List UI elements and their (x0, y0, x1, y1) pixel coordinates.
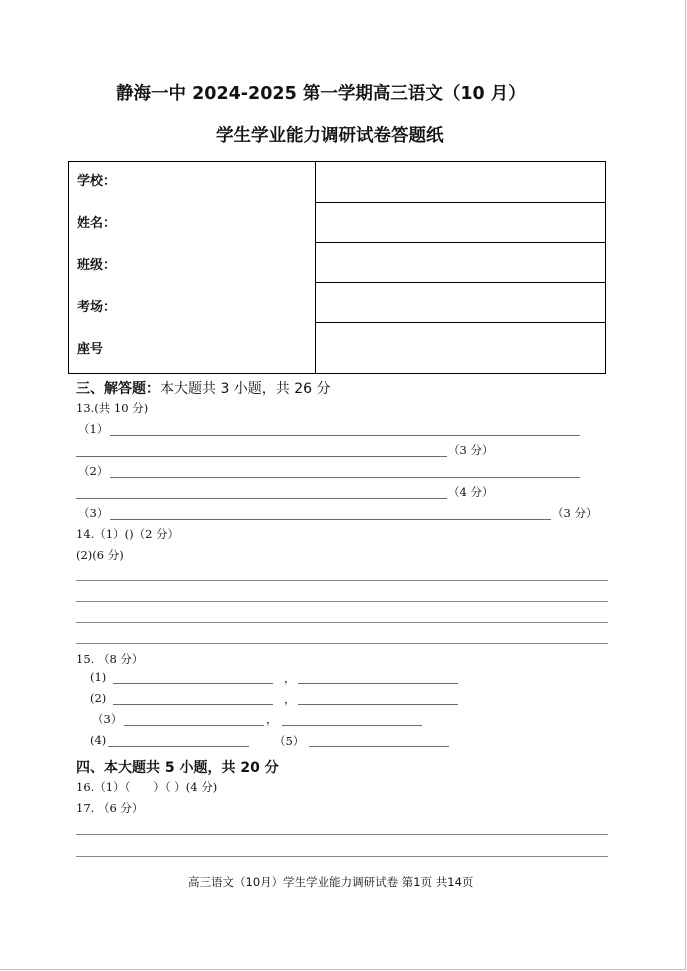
q13-part3-score: （3 分） (552, 506, 598, 520)
section-4-prefix: 四、 (76, 760, 104, 776)
q15-part2-label: (2) (90, 691, 107, 705)
section-3-prefix: 三、解答题： (76, 381, 160, 397)
q15-part5-label: （5） (274, 734, 305, 748)
q15-part2-blank-a[interactable] (113, 704, 273, 705)
seat-number-label: 座号 (77, 342, 104, 357)
q13-part2-score: （4 分） (448, 485, 494, 499)
q13-part3-label: （3） (78, 506, 109, 520)
q13-part1-score: （3 分） (448, 443, 494, 457)
section-3-heading (76, 378, 331, 398)
q15-part3-blank-a[interactable] (124, 725, 264, 726)
q15-part5-blank[interactable] (309, 746, 449, 747)
q15-part3-comma: ， (266, 712, 278, 726)
q13-label: 13.(共 10 分) (76, 401, 149, 415)
q16-label: 16.（1）（ ）（ ）(4 分) (76, 780, 218, 794)
q17-answer-line[interactable] (76, 856, 608, 857)
q14-answer-line[interactable] (76, 643, 608, 644)
exam-room-field[interactable] (316, 283, 605, 322)
name-field[interactable] (316, 203, 605, 242)
q15-part1-comma: ， (284, 671, 296, 685)
class-field[interactable] (316, 243, 605, 282)
q15-part2-blank-b[interactable] (298, 704, 458, 705)
q13-part1-answer-line-2[interactable] (76, 456, 447, 457)
q15-label: 15. （8 分） (76, 652, 144, 666)
q15-part3-blank-b[interactable] (282, 725, 422, 726)
student-info-table (68, 161, 606, 374)
q14-label: 14.（1）()（2 分） (76, 527, 180, 541)
q15-part2-comma: ， (284, 692, 296, 706)
q14-answer-line[interactable] (76, 580, 608, 581)
exam-room-label: 考场： (77, 300, 117, 315)
q14-answer-line[interactable] (76, 601, 608, 602)
section-4-text: 本大题共 5 小题，共 20 分 (104, 760, 279, 776)
q15-part4-blank[interactable] (108, 746, 249, 747)
class-label: 班级： (77, 258, 117, 273)
q15-part1-blank-b[interactable] (298, 683, 458, 684)
q13-part2-answer-line[interactable] (110, 477, 580, 478)
q13-part2-label: （2） (78, 464, 109, 478)
q15-part1-blank-a[interactable] (113, 683, 273, 684)
section-4-heading (76, 757, 279, 777)
q15-part4-label: (4) (90, 733, 107, 747)
q13-part1-answer-line[interactable] (110, 435, 580, 436)
q15-part1-label: (1) (90, 670, 107, 684)
school-label: 学校： (77, 174, 117, 189)
q13-part3-answer-line[interactable] (110, 519, 551, 520)
q13-part1-label: （1） (78, 422, 109, 436)
q17-answer-line[interactable] (76, 834, 608, 835)
section-3-text: 本大题共 3 小题，共 26 分 (160, 381, 331, 397)
name-label: 姓名： (77, 216, 117, 231)
school-field[interactable] (316, 163, 605, 202)
exam-title: 静海一中 2024-2025 第一学期高三语文（10 月） (116, 84, 526, 104)
q14-part2-label: (2)(6 分) (76, 548, 124, 562)
q14-answer-line[interactable] (76, 622, 608, 623)
q17-label: 17. （6 分） (76, 801, 144, 815)
page-footer: 高三语文（10月）学生学业能力调研试卷 第1页 共14页 (188, 875, 474, 889)
answer-sheet-title: 学生学业能力调研试卷答题纸 (216, 126, 444, 146)
q13-part2-answer-line-2[interactable] (76, 498, 447, 499)
seat-number-field[interactable] (316, 323, 605, 373)
q15-part3-label: （3） (92, 712, 123, 726)
